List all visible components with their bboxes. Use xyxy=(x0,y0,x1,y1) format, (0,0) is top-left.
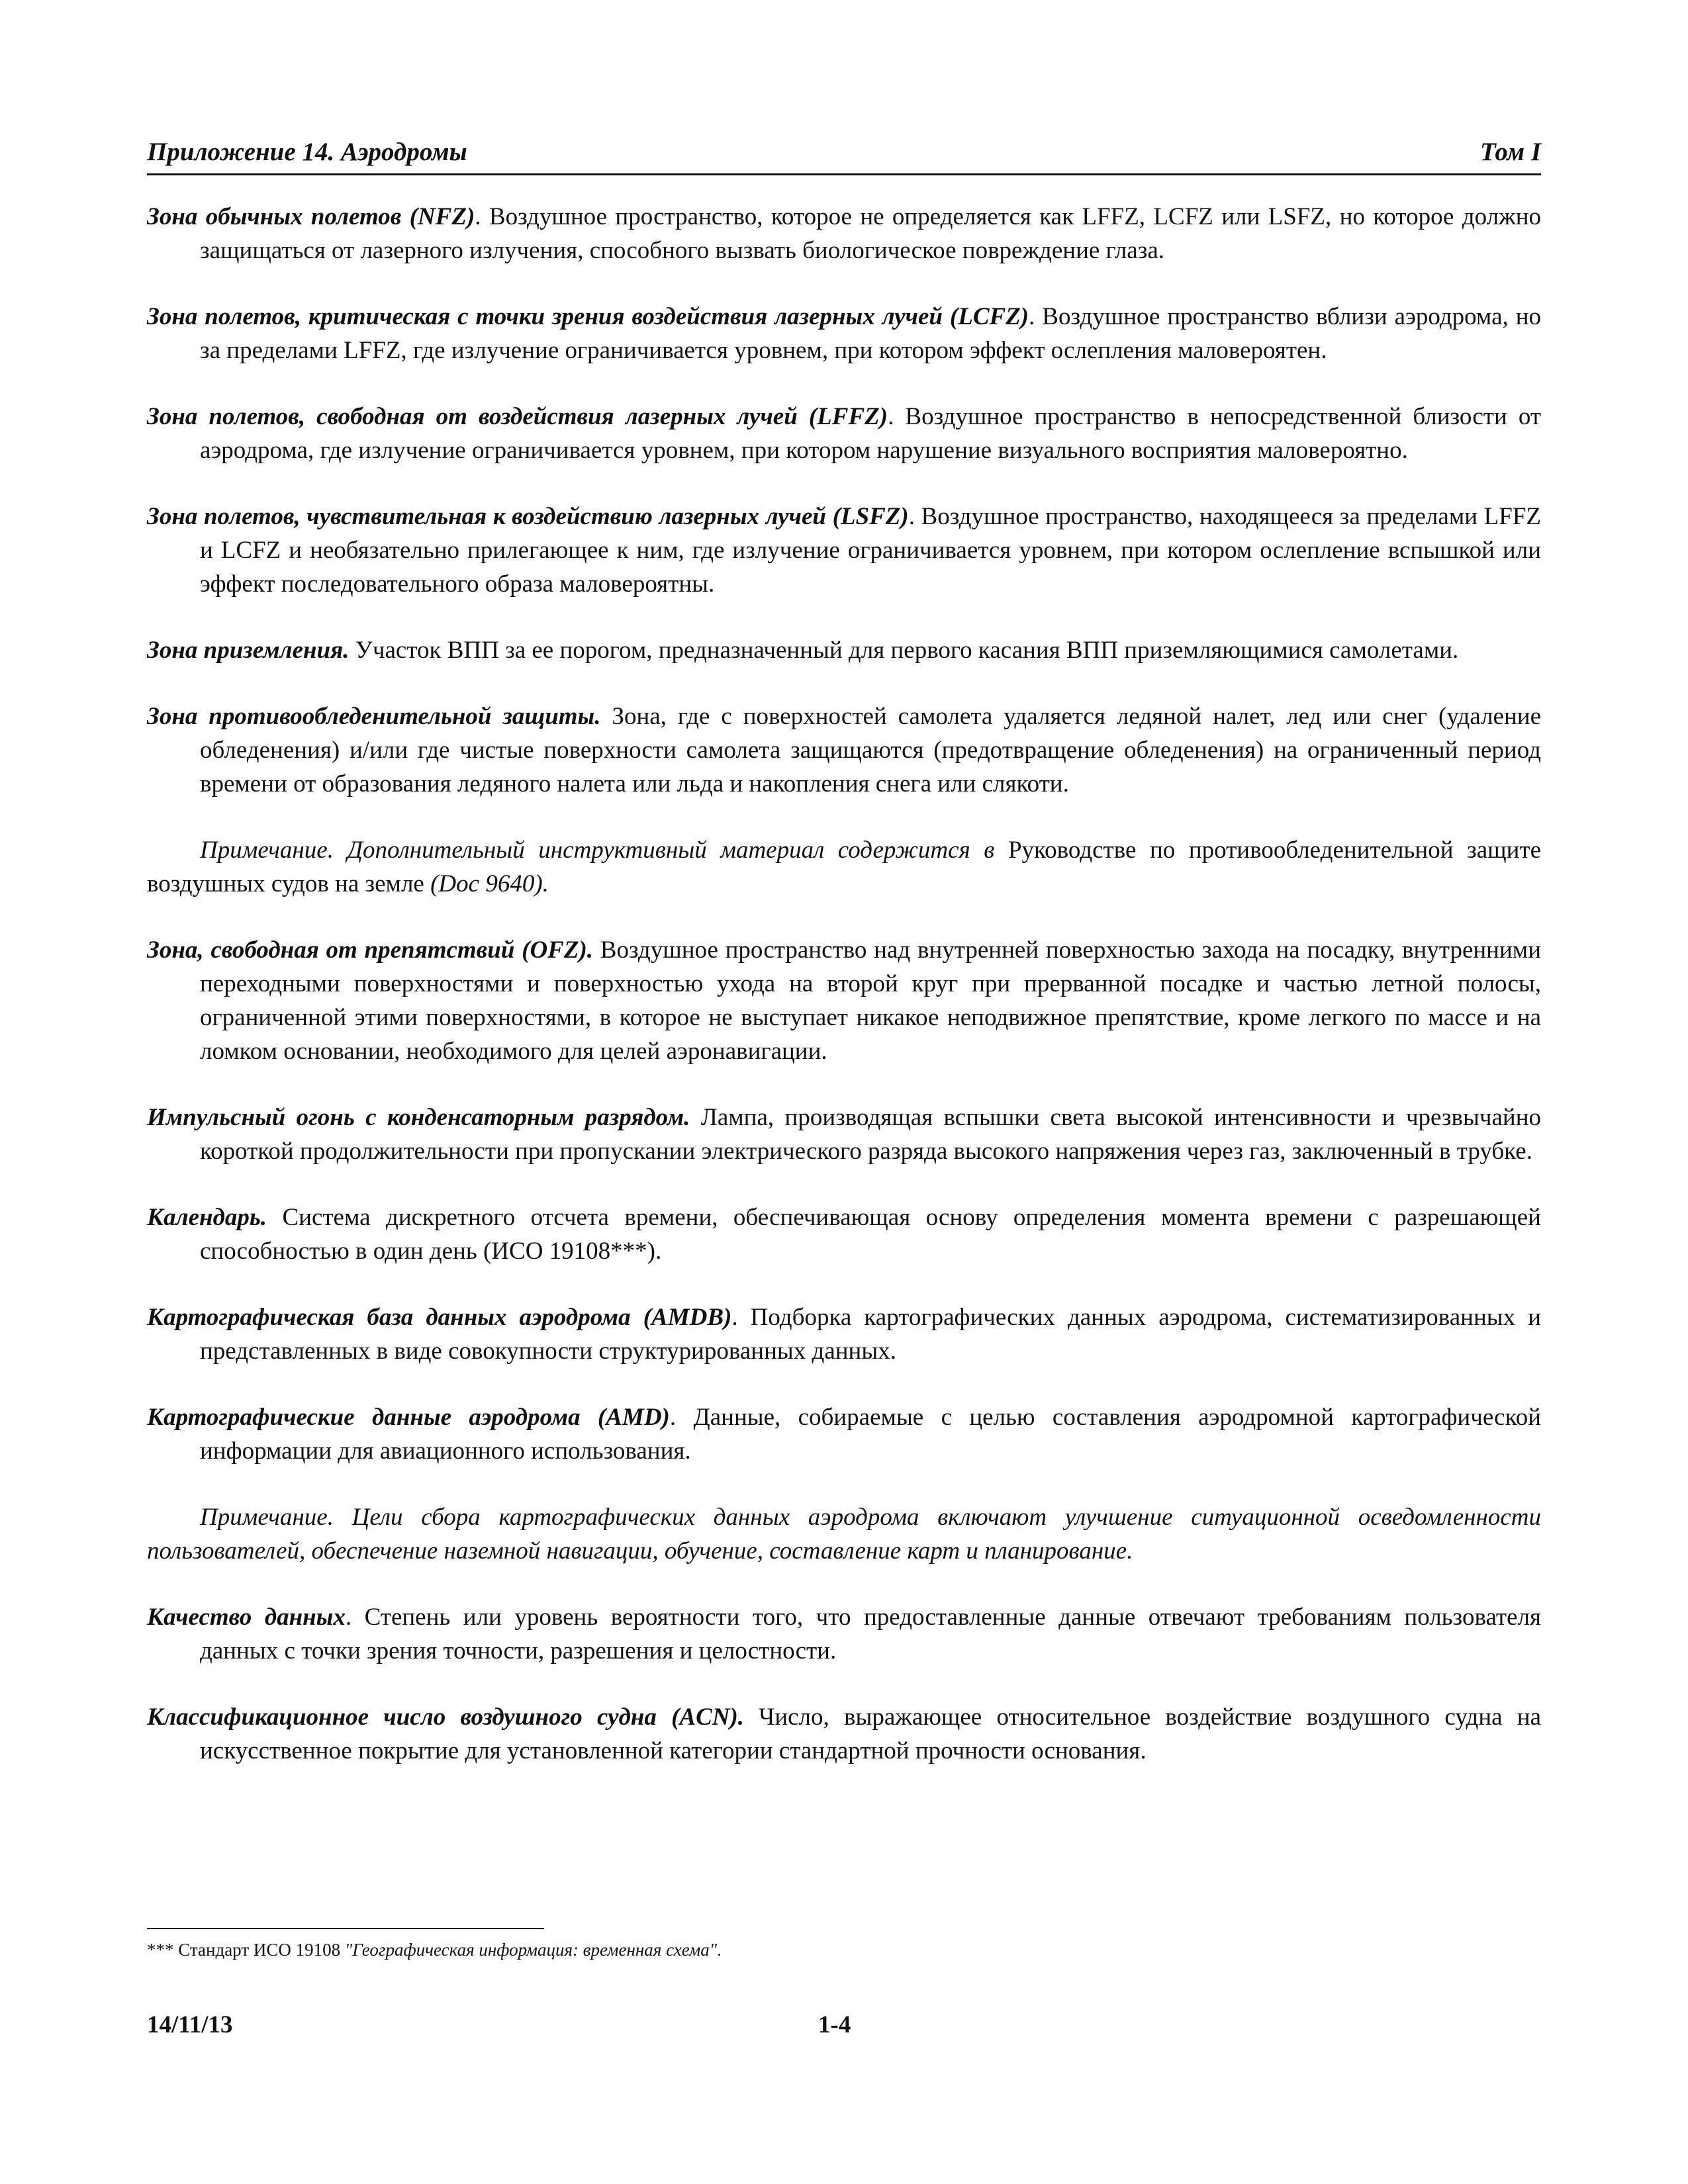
definition-deicing-zone xyxy=(147,700,1541,801)
term-separator: . xyxy=(1029,303,1035,330)
definition-acn xyxy=(147,1700,1541,1768)
definition-term: Календарь. xyxy=(147,1204,267,1231)
definition-amd xyxy=(147,1400,1541,1468)
page-header xyxy=(147,132,1541,175)
definition-lcfz xyxy=(147,300,1541,367)
definition-text: Система дискретного отсчета времени, обеспечивающая основу определения момента времени с разрешающей способностью в один день (ИСО 19108***). xyxy=(200,1204,1541,1265)
footnote xyxy=(147,1938,1541,1962)
header-volume: Том I xyxy=(1479,138,1541,166)
definition-text: Участок ВПП за ее порогом, предназначенный для первого касания ВПП приземляющимися самолетами. xyxy=(349,637,1459,664)
header-title: Приложение 14. Аэродромы xyxy=(147,138,467,166)
definition-text: Воздушное пространство над внутренней поверхностью захода на посадку, внутренними переходными поверхностями и поверхностью ухода на второй круг при прерванной посадке и частью летной полосы, ограниченной этими поверхностями, в которое не выступает никакое неподвижное препятствие, кроме легкого по массе и на ломком основании, необходимого для целей аэронавигации. xyxy=(200,936,1541,1065)
definition-term: Качество данных xyxy=(147,1604,346,1631)
definition-text: Подборка картографических данных аэродрома, систематизированных и представленных в виде совокупности структурированных данных. xyxy=(200,1304,1541,1365)
definition-term: Зона обычных полетов (NFZ) xyxy=(147,203,475,230)
definition-calendar xyxy=(147,1201,1541,1268)
definition-term: Зона полетов, критическая с точки зрения воздействия лазерных лучей (LCFZ) xyxy=(147,303,1029,330)
note-prefix: Примечание. Дополнительный инструктивный материал содержится в xyxy=(200,837,995,864)
term-separator: . xyxy=(888,403,894,430)
definition-term: Картографические данные аэродрома (AMD) xyxy=(147,1404,670,1431)
footnote-title: "Географическая информация: временная схема" xyxy=(344,1940,718,1960)
definition-lsfz xyxy=(147,500,1541,601)
definition-text: Степень или уровень вероятности того, что предоставленные данные отвечают требованиям пользователя данных с точки зрения точности, разрешения и целостности. xyxy=(200,1604,1541,1664)
term-separator: . xyxy=(669,1404,677,1431)
definition-amdb xyxy=(147,1300,1541,1368)
definition-term: Картографическая база данных аэродрома (AMDB) xyxy=(147,1304,732,1331)
note-deicing-doc xyxy=(147,833,1541,901)
definition-term: Импульсный огонь с конденсаторным разрядом. xyxy=(147,1104,690,1131)
term-separator: . xyxy=(345,1604,352,1631)
term-separator: . xyxy=(475,203,481,230)
definition-text: Число, выражающее относительное воздействие воздушного судна на искусственное покрытие для установленной категории стандартной прочности основания. xyxy=(200,1704,1542,1764)
definition-term: Зона противообледенительной защиты. xyxy=(147,703,601,730)
definition-text: Воздушное пространство, находящееся за пределами LFFZ и LCFZ и необязательно прилегающее к ним, где излучение ограничивается уровнем, при котором ослепление вспышкой или эффект последовательного образа маловероятны. xyxy=(200,503,1541,598)
footer-date: 14/11/13 xyxy=(147,2011,233,2038)
footnote-divider xyxy=(147,1928,544,1929)
definition-text: Данные, собираемые с целью составления аэродромной картографической информации для авиационного использования. xyxy=(200,1404,1541,1465)
definition-text: Воздушное пространство вблизи аэродрома, но за пределами LFFZ, где излучение ограничивается уровнем, при котором эффект ослепления маловероятен. xyxy=(200,303,1541,364)
definitions-list xyxy=(147,200,1541,1800)
note-text: Примечание. Цели сбора картографических данных аэродрома включают улучшение ситуационной осведомленности пользователей, обеспечение наземной навигации, обучение, составление карт и планирование. xyxy=(147,1504,1541,1565)
definition-term: Зона, свободная от препятствий (OFZ). xyxy=(147,936,594,964)
definition-text: Воздушное пространство, которое не определяется как LFFZ, LCFZ или LSFZ, но которое должно защищаться от лазерного излучения, способного вызвать биологическое повреждение глаза. xyxy=(200,203,1542,264)
note-doc-number: (Doc 9640). xyxy=(430,870,549,897)
definition-term: Зона приземления. xyxy=(147,637,350,664)
definition-term: Зона полетов, чувствительная к воздействию лазерных лучей (LSFZ) xyxy=(147,503,909,530)
note-amd-purposes xyxy=(147,1500,1541,1568)
page-number: 1-4 xyxy=(818,2011,851,2038)
definition-text: Зона, где с поверхностей самолета удаляется ледяной налет, лед или снег (удаление обледенения) и/или где чистые поверхности самолета защищаются (предотвращение обледенения) на ограниченный период времени от образования ледяного налета или льда и накопления снега или слякоти. xyxy=(200,703,1542,797)
definition-term: Классификационное число воздушного судна (ACN). xyxy=(147,1704,745,1731)
definition-lffz xyxy=(147,400,1541,467)
note-doc-title: Руководстве по противообледенительной защите воздушных судов на земле xyxy=(147,837,1541,897)
definition-term: Зона полетов, свободная от воздействия лазерных лучей (LFFZ) xyxy=(147,403,888,430)
footnote-prefix: *** Стандарт ИСО 19108 xyxy=(147,1940,345,1960)
definition-data-quality xyxy=(147,1600,1541,1668)
term-separator: . xyxy=(908,503,915,530)
definition-nfz xyxy=(147,200,1541,267)
definition-ofz xyxy=(147,933,1541,1068)
definition-touchdown-zone xyxy=(147,633,1541,667)
definition-text: Воздушное пространство в непосредственной близости от аэродрома, где излучение ограничивается уровнем, при котором нарушение визуального восприятия маловероятно. xyxy=(200,403,1541,464)
definition-text: Лампа, производящая вспышки света высокой интенсивности и чрезвычайно короткой продолжительности при пропускании электрического разряда высокого напряжения через газ, заключенный в трубке. xyxy=(200,1104,1542,1165)
definition-capacitor-discharge-light xyxy=(147,1101,1541,1168)
term-separator: . xyxy=(731,1304,738,1331)
footnote-suffix: . xyxy=(717,1940,722,1960)
